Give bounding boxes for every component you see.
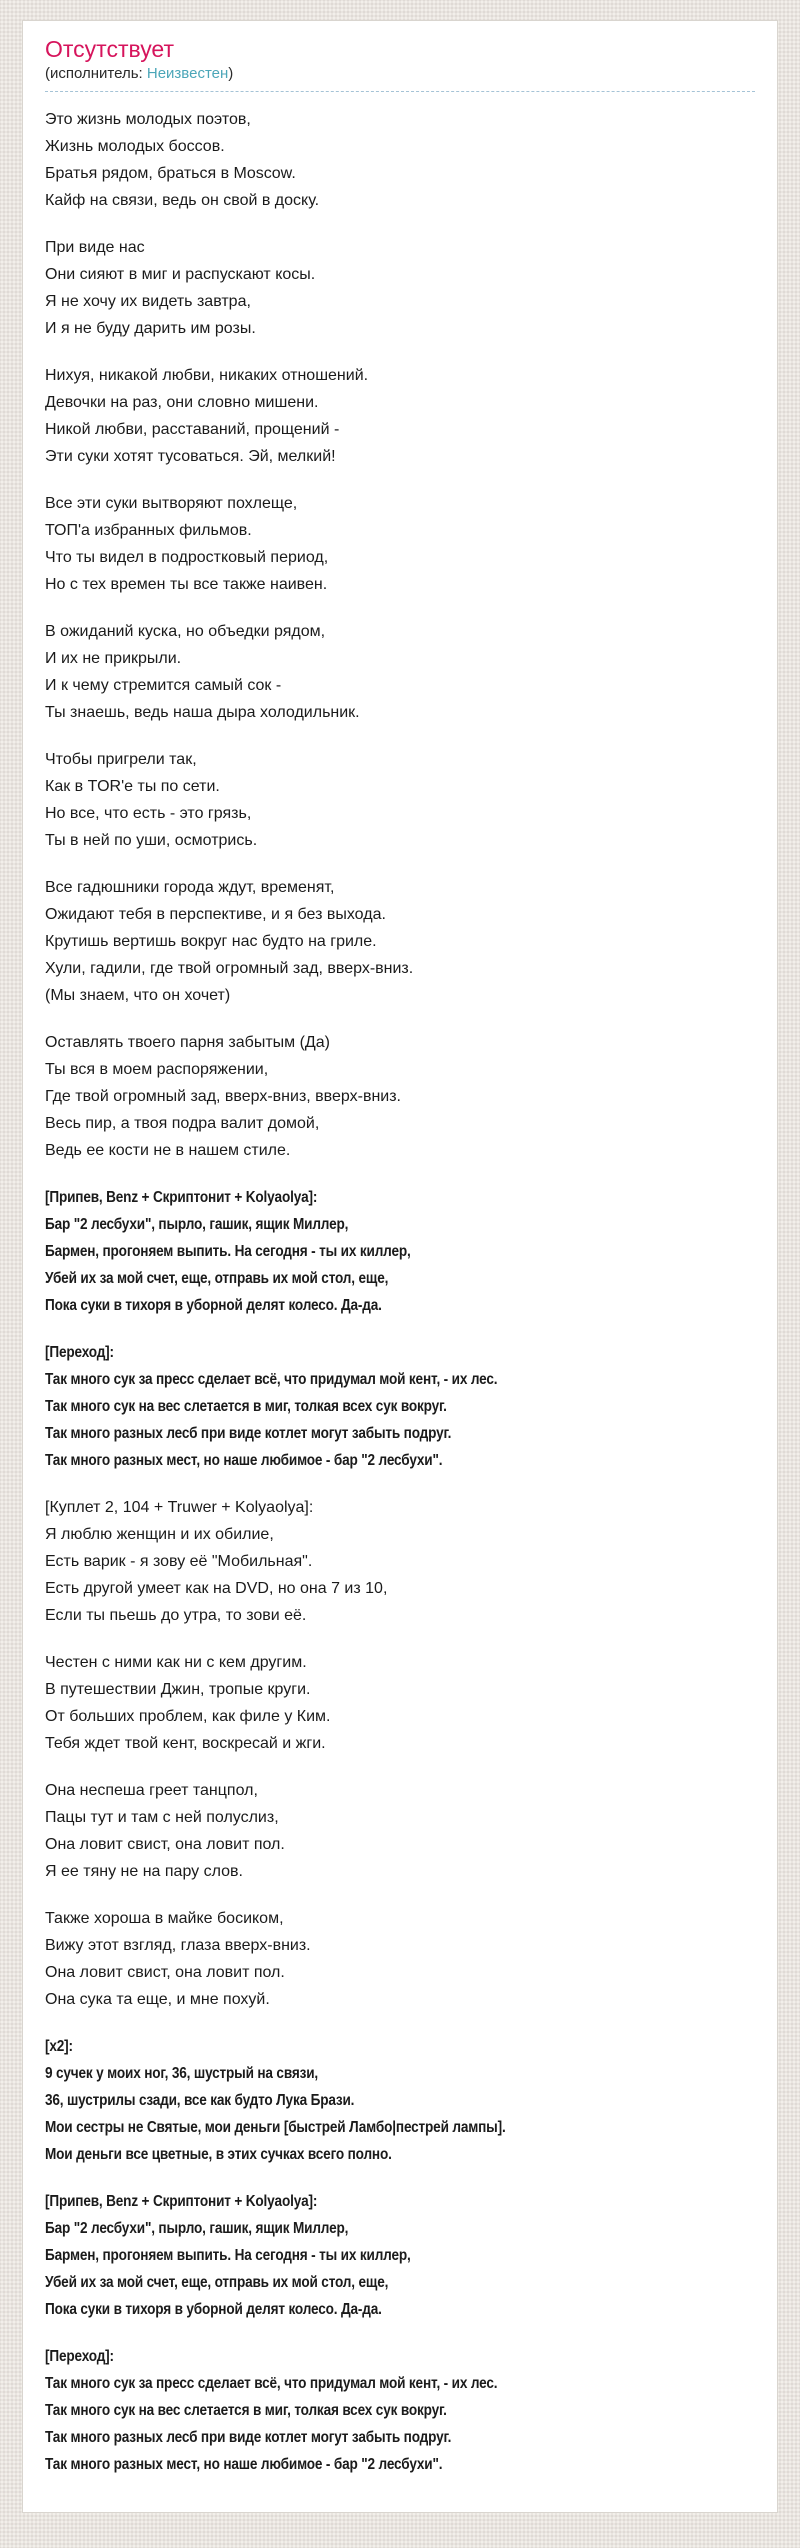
lyrics-line: Весь пир, а твоя подра валит домой, bbox=[45, 1115, 320, 1132]
lyrics-line: Мои деньги все цветные, в этих сучках всего полно. bbox=[45, 2146, 392, 2163]
artist-link[interactable]: Неизвестен bbox=[146, 65, 229, 82]
lyrics-line: Она неспеша греет танцпол, bbox=[45, 1782, 258, 1799]
lyrics-line: Тебя ждет твой кент, воскресай и жги. bbox=[45, 1735, 326, 1752]
lyrics-line: И их не прикрыли. bbox=[45, 650, 182, 667]
artist-label-prefix: (исполнитель: bbox=[45, 65, 147, 82]
lyrics-line: [Припев, Benz + Скриптонит + Kolyaolya]: bbox=[45, 2193, 318, 2210]
lyrics-line: Есть другой умеет как на DVD, но она 7 из 10, bbox=[45, 1580, 388, 1597]
lyrics-line: При виде нас bbox=[45, 239, 145, 256]
lyrics-line: Пока суки в тихоря в уборной делят колесо. Да-да. bbox=[45, 2301, 382, 2318]
lyrics-line: Никой любви, расставаний, прощений - bbox=[45, 421, 340, 438]
stanza bbox=[45, 618, 755, 726]
song-subtitle bbox=[45, 63, 755, 92]
lyrics-line: Ожидают тебя в перспективе, и я без выхода. bbox=[45, 906, 386, 923]
lyrics-line: Где твой огромный зад, вверх-вниз, вверх-вниз. bbox=[45, 1088, 401, 1105]
lyrics-line: Ты в ней по уши, осмотрись. bbox=[45, 832, 258, 849]
lyrics-line: [Переход]: bbox=[45, 2348, 114, 2365]
lyrics-line: В ожиданий куска, но объедки рядом, bbox=[45, 623, 326, 640]
lyrics-line: Бармен, прогоняем выпить. На сегодня - ты их киллер, bbox=[45, 2247, 411, 2264]
lyrics-line: 36, шустрилы сзади, все как будто Лука Брази. bbox=[45, 2092, 355, 2109]
lyrics-line: [Переход]: bbox=[45, 1344, 114, 1361]
lyrics-line: Хули, гадили, где твой огромный зад, вверх-вниз. bbox=[45, 960, 414, 977]
stanza bbox=[45, 874, 755, 1009]
lyrics-line: Девочки на раз, они словно мишени. bbox=[45, 394, 319, 411]
lyrics-line: Бар "2 лесбухи", пырло, гашик, ящик Миллер, bbox=[45, 1216, 349, 1233]
stanza bbox=[45, 1777, 755, 1885]
lyrics-line: Бар "2 лесбухи", пырло, гашик, ящик Миллер, bbox=[45, 2220, 349, 2237]
lyrics-line: [x2]: bbox=[45, 2038, 73, 2055]
lyrics-line: Братья рядом, браться в Moscow. bbox=[45, 165, 296, 182]
lyrics-line: Ведь ее кости не в нашем стиле. bbox=[45, 1142, 291, 1159]
stanza bbox=[45, 1905, 755, 2013]
lyrics-line: Я не хочу их видеть завтра, bbox=[45, 293, 251, 310]
lyrics-line: Я люблю женщин и их обилие, bbox=[45, 1526, 274, 1543]
lyrics-line: Но с тех времен ты все также наивен. bbox=[45, 576, 328, 593]
lyrics-line: Так много разных лесб при виде котлет могут забыть подруг. bbox=[45, 2429, 452, 2446]
lyrics-line: Они сияют в миг и распускают косы. bbox=[45, 266, 316, 283]
lyrics-line: Если ты пьешь до утра, то зови её. bbox=[45, 1607, 307, 1624]
stanza bbox=[45, 1494, 755, 1629]
lyrics-text bbox=[45, 106, 755, 2478]
stanza bbox=[45, 106, 755, 214]
stanza bbox=[45, 746, 755, 854]
lyrics-line: Убей их за мой счет, еще, отправь их мой стол, еще, bbox=[45, 2274, 389, 2291]
stanza bbox=[45, 234, 755, 342]
stanza bbox=[45, 1184, 755, 1319]
lyrics-line: Вижу этот взгляд, глаза вверх-вниз. bbox=[45, 1937, 311, 1954]
lyrics-line: Так много разных мест, но наше любимое - бар "2 лесбухи". bbox=[45, 1452, 443, 1469]
lyrics-line: [Куплет 2, 104 + Truwer + Kolyaolya]: bbox=[45, 1499, 314, 1516]
lyrics-line: Я ее тяну не на пару слов. bbox=[45, 1863, 243, 1880]
artist-label-suffix: ) bbox=[228, 65, 234, 82]
lyrics-line: И я не буду дарить им розы. bbox=[45, 320, 256, 337]
lyrics-line: Оставлять твоего парня забытым (Да) bbox=[45, 1034, 330, 1051]
stanza bbox=[45, 1339, 755, 1474]
lyrics-line: ТОП'а избранных фильмов. bbox=[45, 522, 252, 539]
lyrics-line: Пока суки в тихоря в уборной делят колесо. Да-да. bbox=[45, 1297, 382, 1314]
lyrics-line: Что ты видел в подростковый период, bbox=[45, 549, 329, 566]
lyrics-line: Эти суки хотят тусоваться. Эй, мелкий! bbox=[45, 448, 336, 465]
lyrics-line: Так много разных мест, но наше любимое - бар "2 лесбухи". bbox=[45, 2456, 443, 2473]
lyrics-line: Она ловит свист, она ловит пол. bbox=[45, 1836, 285, 1853]
stanza bbox=[45, 2188, 755, 2323]
lyrics-line: Есть варик - я зову её "Мобильная". bbox=[45, 1553, 313, 1570]
lyrics-line: Также хороша в майке босиком, bbox=[45, 1910, 284, 1927]
stanza bbox=[45, 1649, 755, 1757]
lyrics-line: Как в TOR'е ты по сети. bbox=[45, 778, 220, 795]
lyrics-line: Так много разных лесб при виде котлет могут забыть подруг. bbox=[45, 1425, 452, 1442]
lyrics-line: Но все, что есть - это грязь, bbox=[45, 805, 252, 822]
lyrics-line: Все гадюшники города ждут, временят, bbox=[45, 879, 335, 896]
lyrics-card bbox=[22, 20, 778, 2513]
lyrics-line: Пацы тут и там с ней полуслиз, bbox=[45, 1809, 279, 1826]
lyrics-line: Честен с ними как ни с кем другим. bbox=[45, 1654, 307, 1671]
lyrics-line: Кайф на связи, ведь он свой в доску. bbox=[45, 192, 320, 209]
lyrics-line: Так много сук на вес слетается в миг, толкая всех сук вокруг. bbox=[45, 2402, 447, 2419]
lyrics-line: Так много сук за пресс сделает всё, что придумал мой кент, - их лес. bbox=[45, 2375, 498, 2392]
lyrics-line: Жизнь молодых боссов. bbox=[45, 138, 225, 155]
lyrics-line: Она ловит свист, она ловит пол. bbox=[45, 1964, 285, 1981]
stanza bbox=[45, 2343, 755, 2478]
lyrics-line: Нихуя, никакой любви, никаких отношений. bbox=[45, 367, 369, 384]
lyrics-line: (Мы знаем, что он хочет) bbox=[45, 987, 231, 1004]
stanza bbox=[45, 2033, 755, 2168]
lyrics-line: Убей их за мой счет, еще, отправь их мой стол, еще, bbox=[45, 1270, 389, 1287]
lyrics-line: Так много сук на вес слетается в миг, толкая всех сук вокруг. bbox=[45, 1398, 447, 1415]
lyrics-line: Она сука та еще, и мне похуй. bbox=[45, 1991, 270, 2008]
lyrics-line: Это жизнь молодых поэтов, bbox=[45, 111, 251, 128]
lyrics-line: Так много сук за пресс сделает всё, что придумал мой кент, - их лес. bbox=[45, 1371, 498, 1388]
lyrics-line: Бармен, прогоняем выпить. На сегодня - ты их киллер, bbox=[45, 1243, 411, 1260]
lyrics-line: 9 сучек у моих ног, 36, шустрый на связи, bbox=[45, 2065, 318, 2082]
lyrics-line: Ты знаешь, ведь наша дыра холодильник. bbox=[45, 704, 360, 721]
stanza bbox=[45, 1029, 755, 1164]
stanza bbox=[45, 362, 755, 470]
lyrics-line: Крутишь вертишь вокруг нас будто на гриле. bbox=[45, 933, 377, 950]
song-title: Отсутствует bbox=[45, 36, 174, 62]
lyrics-line: Чтобы пригрели так, bbox=[45, 751, 197, 768]
lyrics-line: И к чему стремится самый сок - bbox=[45, 677, 282, 694]
lyrics-line: [Припев, Benz + Скриптонит + Kolyaolya]: bbox=[45, 1189, 318, 1206]
lyrics-line: В путешествии Джин, тропые круги. bbox=[45, 1681, 311, 1698]
lyrics-line: Все эти суки вытворяют похлеще, bbox=[45, 495, 298, 512]
lyrics-line: Ты вся в моем распоряжении, bbox=[45, 1061, 269, 1078]
stanza bbox=[45, 490, 755, 598]
lyrics-line: Мои сестры не Святые, мои деньги [быстрей Ламбо|пестрей лампы]. bbox=[45, 2119, 506, 2136]
lyrics-line: От больших проблем, как филе у Ким. bbox=[45, 1708, 331, 1725]
